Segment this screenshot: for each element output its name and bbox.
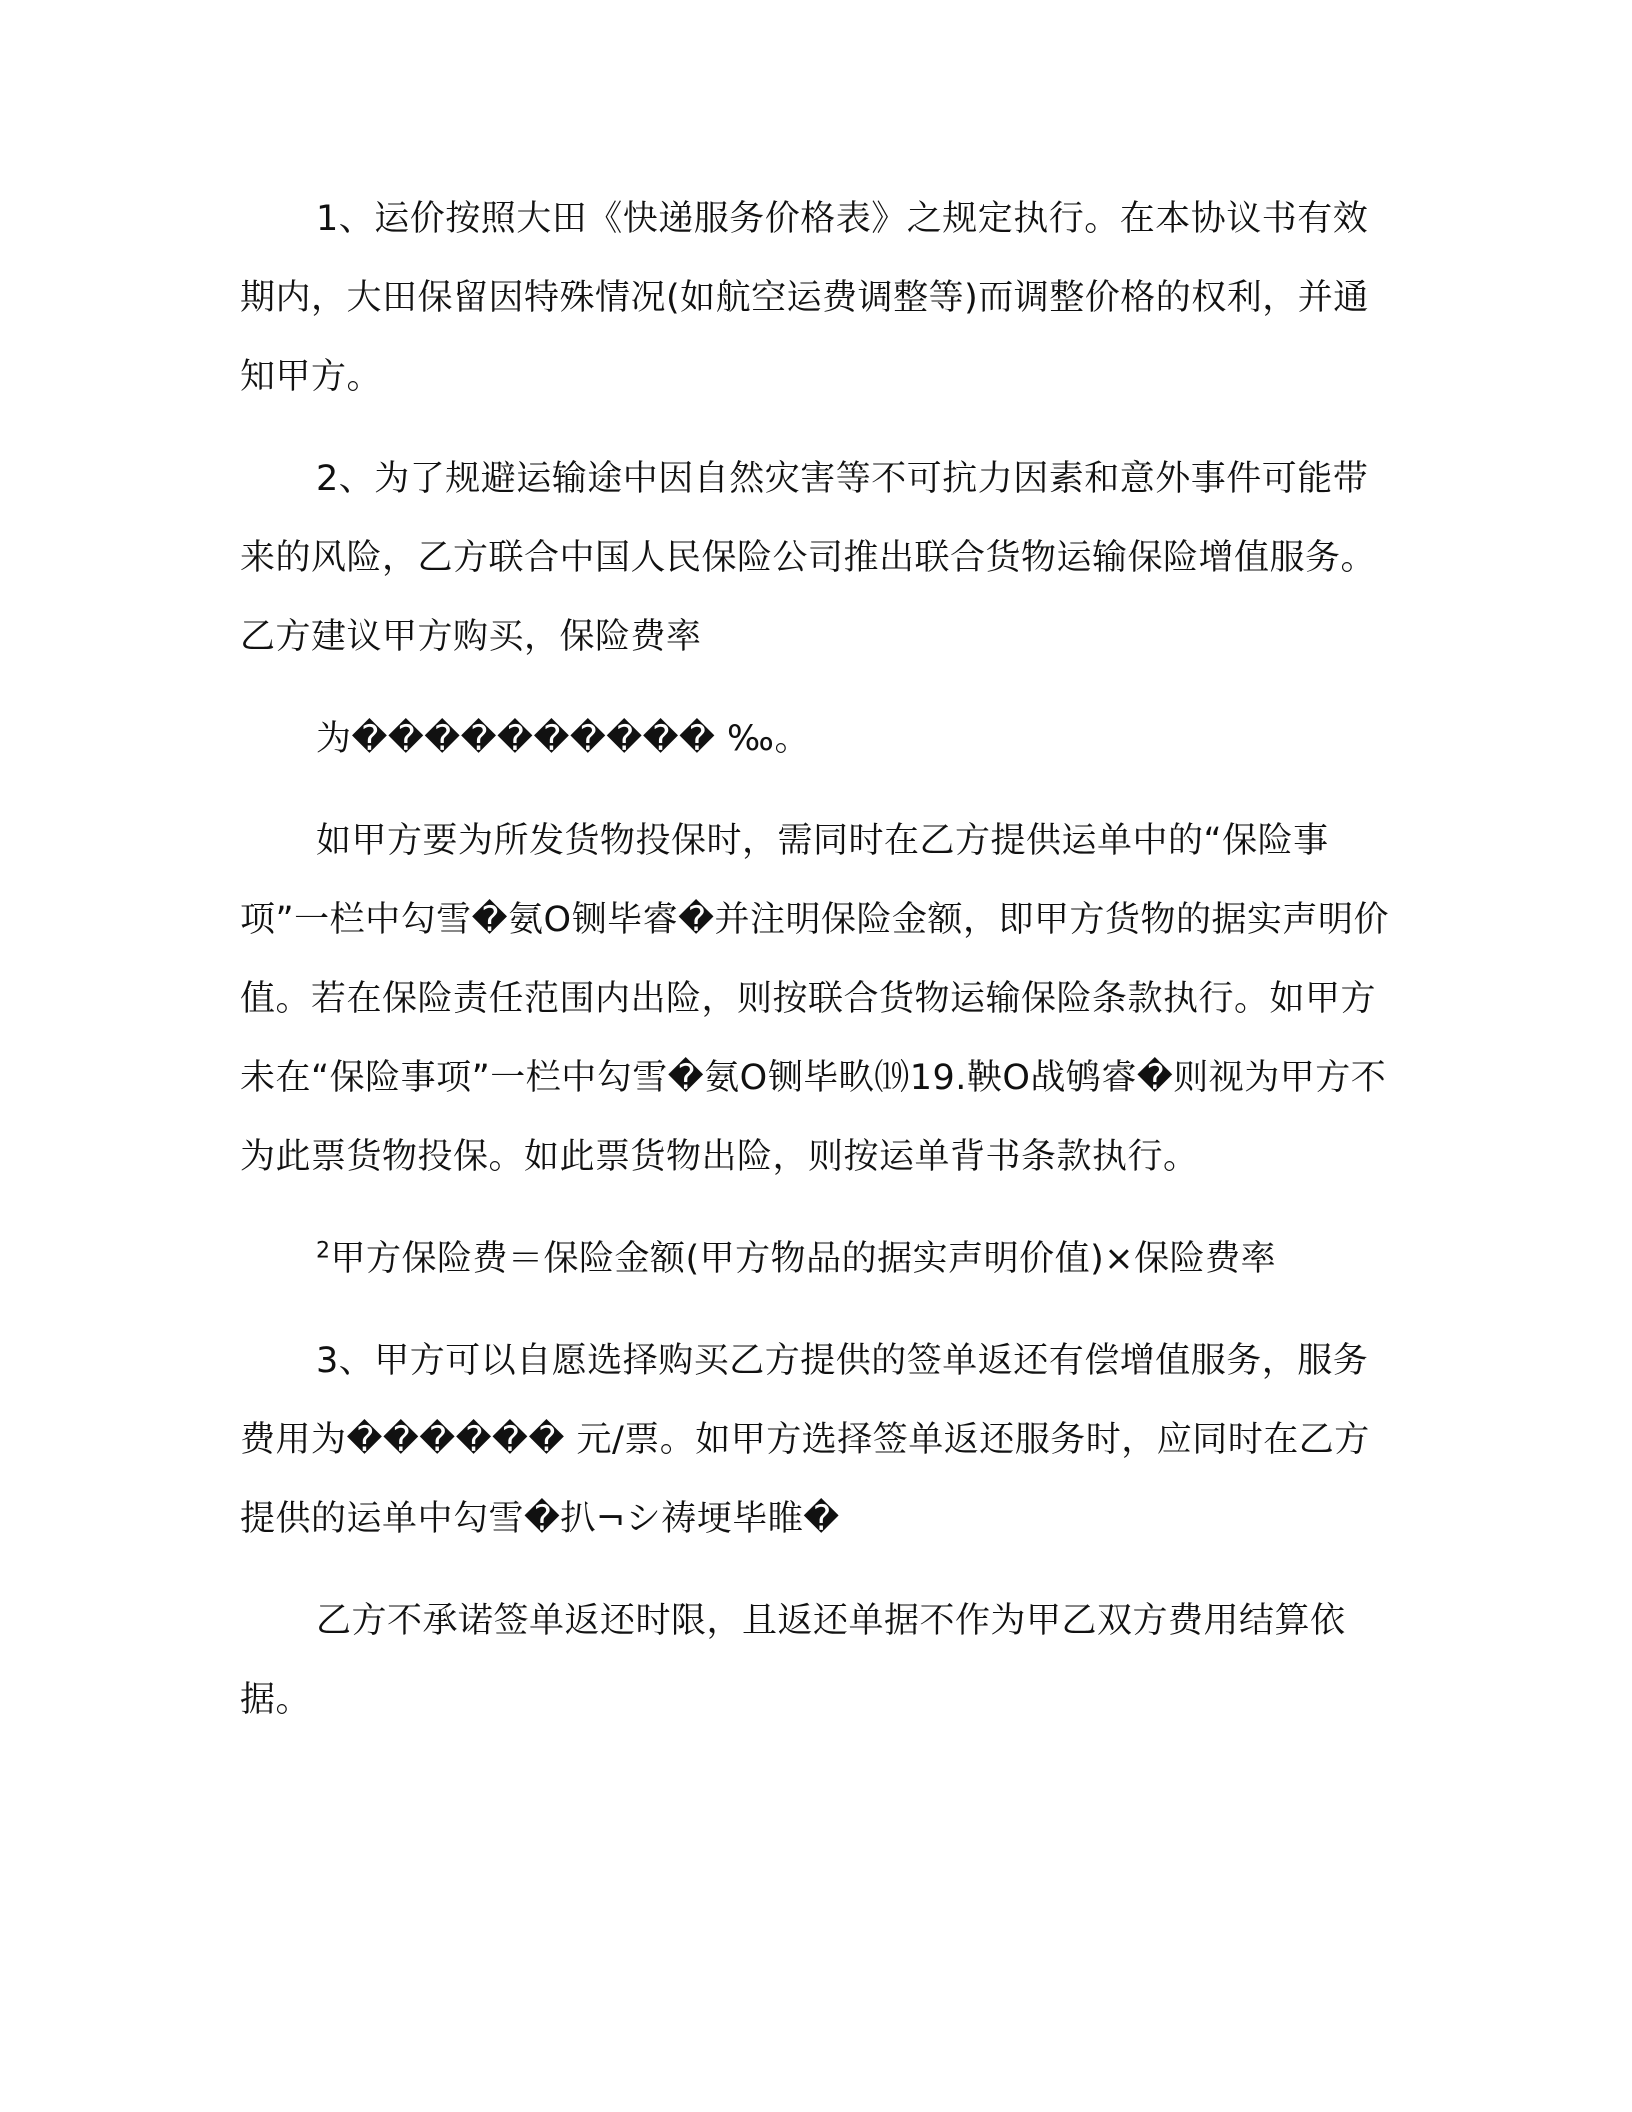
paragraph-receipt-disclaimer: 乙方不承诺签单返还时限，且返还单据不作为甲乙双方费用结算依据。	[240, 1601, 1346, 1720]
paragraph-insurance-terms: 如甲方要为所发货物投保时，需同时在乙方提供运单中的“保险事项”一栏中勾雪�氨O铡毕睿�并注明保险金额，即甲方货物的据实声明价值。若在保险责任范围内出险，则按联合货物运输保险条款执行。如甲方未在“保险事项”一栏中勾雪�氨O铡毕畂⒆19.鞅O战鸲睿�则视为甲方不为此票货物投保。如此票货物出险，则按运单背书条款执行。	[240, 821, 1389, 1177]
formula-line	[240, 1220, 1390, 1299]
paragraph-receipt-return: 3、甲方可以自愿选择购买乙方提供的签单返还有偿增值服务，服务费用为������ 元/票。如甲方选择签单返还服务时，应同时在乙方提供的运单中勾雪�扒¬シ祷埂毕睢�	[240, 1341, 1370, 1539]
formula-marker: 2	[316, 1238, 331, 1264]
paragraph-insurance-rate: 为���������� ‰。	[316, 719, 810, 759]
paragraph-pricing: 1、运价按照大田《快递服务价格表》之规定执行。在本协议书有效期内，大田保留因特殊情况(如航空运费调整等)而调整价格的权利，并通知甲方。	[240, 199, 1369, 397]
document-page	[240, 180, 1390, 2080]
paragraph-insurance-intro: 2、为了规避运输途中因自然灾害等不可抗力因素和意外事件可能带来的风险，乙方联合中国人民保险公司推出联合货物运输保险增值服务。乙方建议甲方购买，保险费率	[240, 459, 1377, 657]
formula-text: 甲方保险费＝保险金额(甲方物品的据实声明价值)×保险费率	[330, 1239, 1277, 1279]
